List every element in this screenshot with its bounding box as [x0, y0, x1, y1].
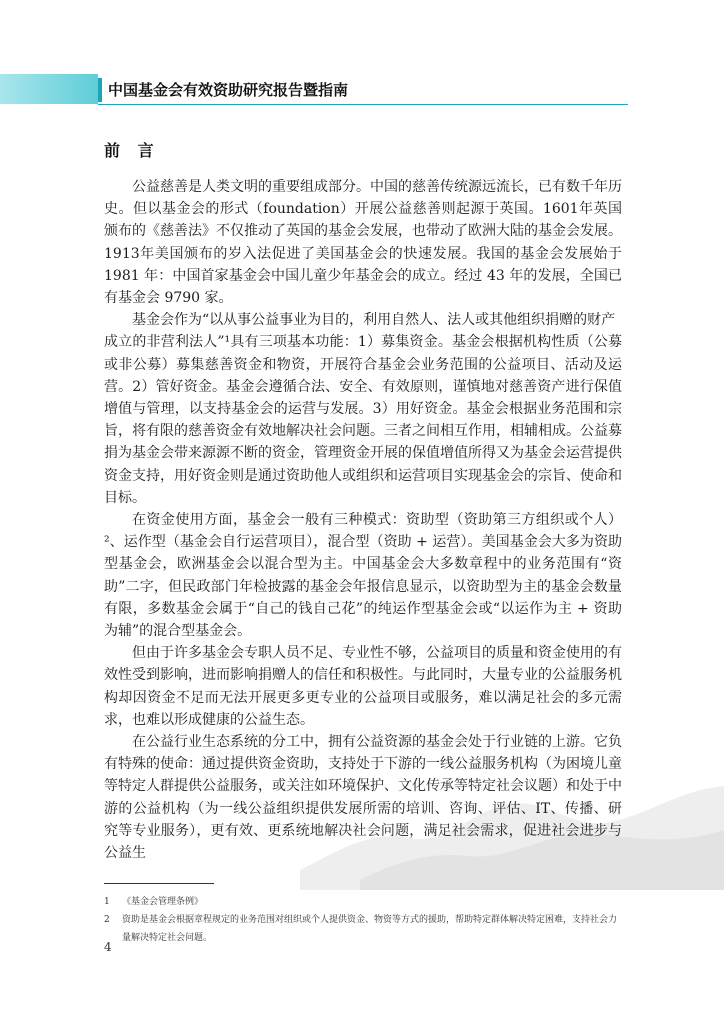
- footnotes: [104, 893, 622, 947]
- header-accent-band: [0, 74, 98, 104]
- footnote: [104, 911, 622, 947]
- running-header-title: 中国基金会有效资助研究报告暨指南: [108, 81, 349, 99]
- page-number: 4: [104, 940, 112, 954]
- footnote-text: 《基金会管理条例》: [122, 897, 204, 907]
- header-accent-bar: [98, 78, 102, 102]
- paragraph: 但由于许多基金会专职人员不足、专业性不够，公益项目的质量和资金使用的有效性受到影响，进而影响捐赠人的信任和积极性。与此同时，大量专业的公益服务机构却因资金不足而无法开展更多更专业的公益项目或服务，难以满足社会的多元需求，也难以形成健康的公益生态。: [104, 645, 622, 728]
- footnote-rule: [104, 883, 214, 884]
- footnote-number: 2: [104, 915, 110, 925]
- footnote-number: 1: [104, 897, 110, 907]
- paragraph: 公益慈善是人类文明的重要组成部分。中国的慈善传统源远流长，已有数千年历史。但以基金会的形式（foundation）开展公益慈善则起源于英国。1601年英国颁布的《慈善法》不仅推动了英国的基金会发展，也带动了欧洲大陆的基金会发展。1913年美国颁布的岁入法促进了美国基金会的快速发展。我国的基金会发展始于 1981 年：中国首家基金会中国儿童少年基金会的成立。经过 43 年的发展，全国已有基金会 9790 家。: [104, 179, 622, 307]
- footnote-text: 资助是基金会根据章程规定的业务范围对组织或个人提供资金、物资等方式的援助，帮助特定群体解决特定困难，支持社会力量解决特定社会问题。: [122, 915, 618, 943]
- section-title: 前 言: [104, 141, 160, 160]
- paragraph: 基金会作为“以从事公益事业为目的，利用自然人、法人或其他组织捐赠的财产: [132, 312, 616, 329]
- paragraph: 成立的非营利法人”¹具有三项基本功能：1）募集资金。基金会根据机构性质（公募或非公募）募集慈善资金和物资，开展符合基金会业务范围的公益项目、活动及运营。2）管好资金。基金会遵循合法、安全、有效原则，谨慎地对慈善资产进行保值增值与管理，以支持基金会的运营与发展。3）用好资金。基金会根据业务范围和宗旨，将有限的慈善资金有效地解决社会问题。三者之间相互作用，相辅相成。公益募捐为基金会带来源源不断的资金，管理资金开展的保值增值所得又为基金会运营提供资金支持，用好资金则是通过资助他人或组织和运营项目实现基金会的宗旨、使命和目标。: [104, 334, 622, 506]
- footnote: [104, 893, 622, 911]
- paragraph: 在资金使用方面，基金会一般有三种模式：资助型（资助第三方组织或个人）²、运作型（基金会自行运营项目），混合型（资助 + 运营）。美国基金会大多为资助型基金会，欧洲基金会以混合型为主。中国基金会大多数章程中的业务范围有“资助”二字，但民政部门年检披露的基金会年报信息显示，以资助型为主的基金会数量有限，多数基金会属于“自己的钱自己花”的纯运作型基金会或“以运作为主 + 资助为辅”的混合型基金会。: [104, 512, 622, 640]
- body-text: [104, 176, 622, 864]
- paragraph: 在公益行业生态系统的分工中，拥有公益资源的基金会处于行业链的上游。它负有特殊的使命：通过提供资金资助，支持处于下游的一线公益服务机构（为困境儿童等特定人群提供公益服务，或关注如环境保护、文化传承等特定社会议题）和处于中游的公益机构（为一线公益组织提供发展所需的培训、咨询、评估、IT、传播、研究等专业服务），更有效、更系统地解决社会问题，满足社会需求，促进社会进步与公益生: [104, 734, 622, 862]
- header-rule: [98, 104, 628, 105]
